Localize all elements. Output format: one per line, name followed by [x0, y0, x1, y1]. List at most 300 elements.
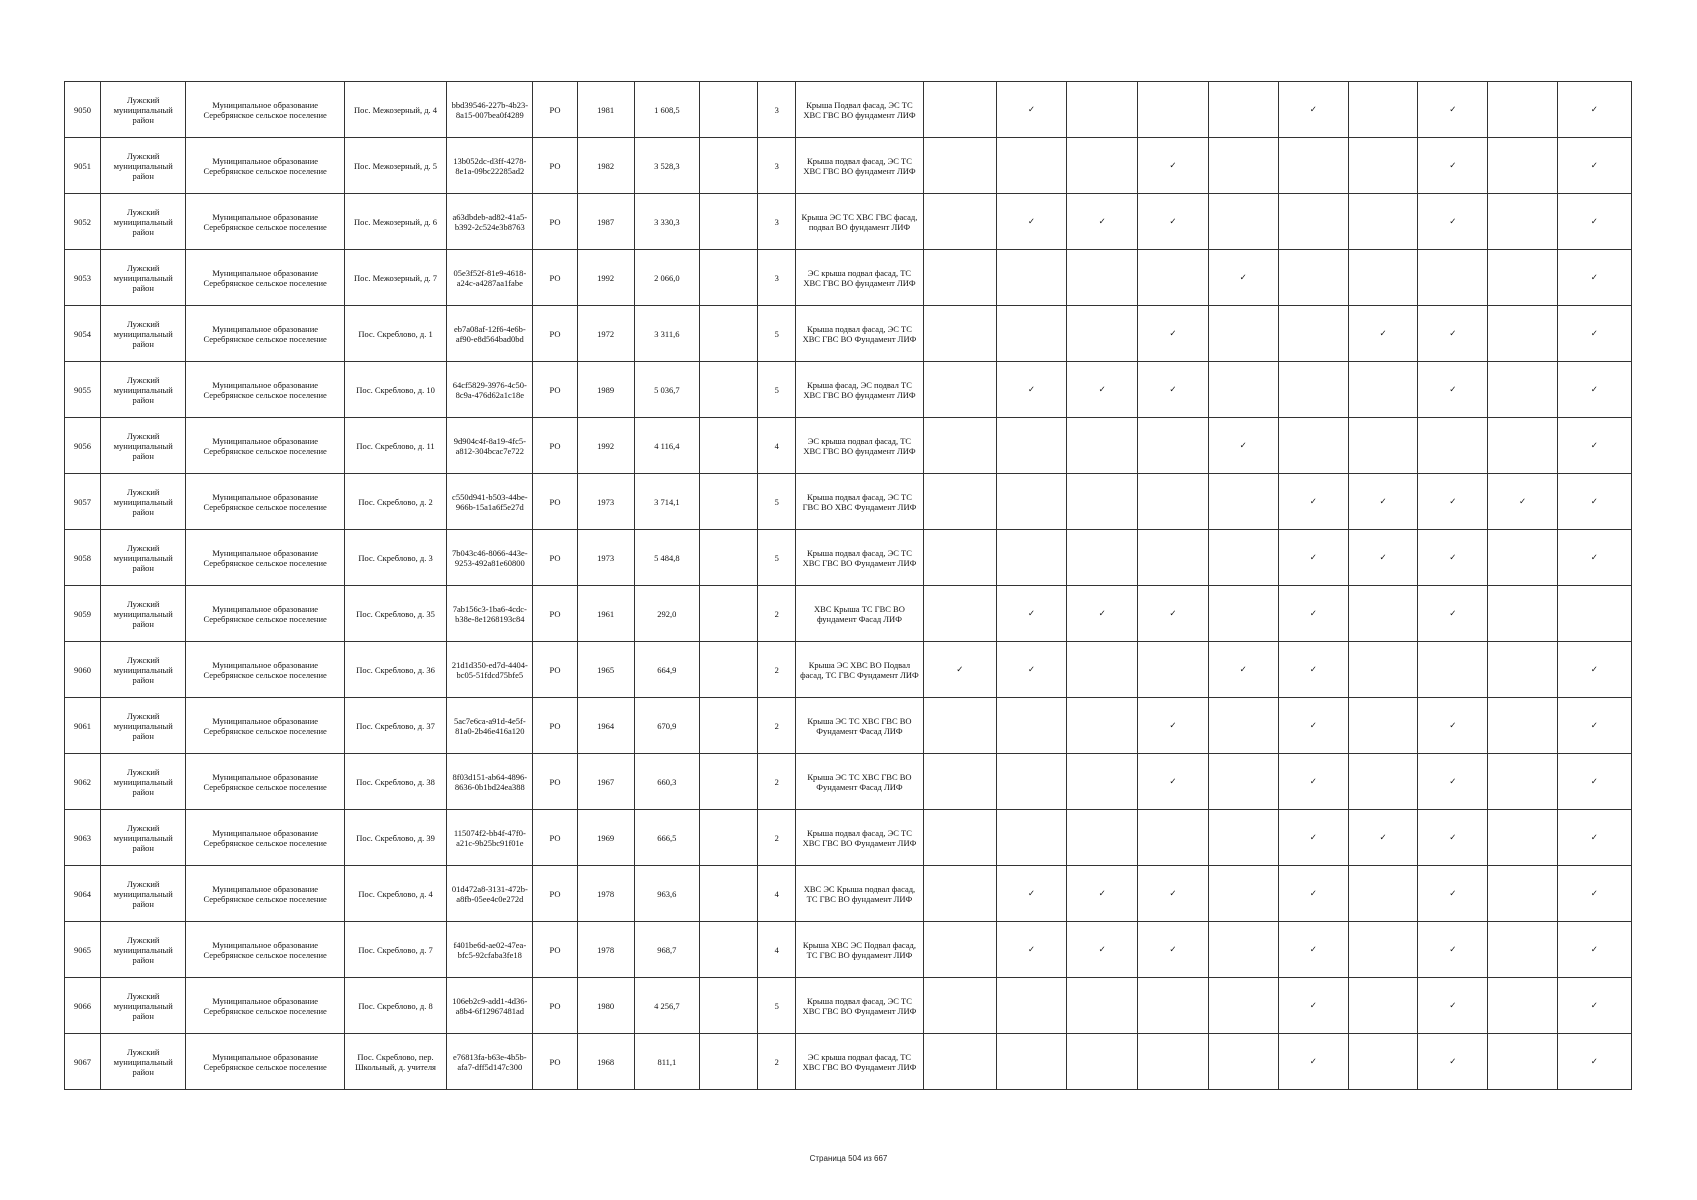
checkmark-icon: ✓	[1590, 496, 1598, 507]
check-cell	[1348, 250, 1417, 306]
table-row	[65, 194, 1632, 250]
check-cell	[1138, 82, 1208, 138]
checkmark-icon: ✓	[1449, 216, 1457, 227]
check-cell	[1208, 978, 1278, 1034]
check-cell	[1138, 754, 1208, 810]
type-cell: РО	[533, 474, 577, 530]
checkmark-icon: ✓	[1309, 552, 1317, 563]
address-cell: Пос. Межозерный, д. 4	[344, 82, 446, 138]
check-cell	[1067, 642, 1138, 698]
check-cell	[1418, 306, 1488, 362]
check-cell	[923, 1034, 996, 1090]
district-cell: Лужский муниципальный район	[101, 642, 186, 698]
checkmark-icon: ✓	[1449, 328, 1457, 339]
check-cell	[1208, 754, 1278, 810]
year-cell: 1961	[577, 586, 634, 642]
check-cell	[923, 866, 996, 922]
check-cell	[1557, 250, 1631, 306]
check-cell	[996, 138, 1066, 194]
check-cell	[1138, 306, 1208, 362]
municipality-cell: Муниципальное образование Серебрянское сельское поселение	[186, 922, 345, 978]
check-cell	[996, 866, 1066, 922]
check-cell	[1138, 474, 1208, 530]
district-cell: Лужский муниципальный район	[101, 978, 186, 1034]
check-cell	[1348, 82, 1417, 138]
check-cell	[1208, 418, 1278, 474]
empty-cell	[699, 138, 757, 194]
checkmark-icon: ✓	[1590, 1000, 1598, 1011]
empty-cell	[699, 810, 757, 866]
check-cell	[1208, 698, 1278, 754]
checkmark-icon: ✓	[1449, 552, 1457, 563]
check-cell	[1208, 922, 1278, 978]
municipality-cell: Муниципальное образование Серебрянское сельское поселение	[186, 474, 345, 530]
check-cell	[996, 250, 1066, 306]
municipality-cell: Муниципальное образование Серебрянское сельское поселение	[186, 82, 345, 138]
floors-cell: 2	[758, 754, 796, 810]
check-cell	[1557, 978, 1631, 1034]
floors-cell: 5	[758, 530, 796, 586]
checkmark-icon: ✓	[1590, 440, 1598, 451]
municipality-cell: Муниципальное образование Серебрянское сельское поселение	[186, 978, 345, 1034]
guid-cell: 7b043c46-8066-443e-9253-492a81e60800	[447, 530, 533, 586]
table-row	[65, 810, 1632, 866]
year-cell: 1965	[577, 642, 634, 698]
area-cell: 5 036,7	[634, 362, 699, 418]
type-cell: РО	[533, 866, 577, 922]
checkmark-icon: ✓	[1309, 776, 1317, 787]
municipality-cell: Муниципальное образование Серебрянское сельское поселение	[186, 362, 345, 418]
check-cell	[1067, 82, 1138, 138]
area-cell: 660,3	[634, 754, 699, 810]
district-cell: Лужский муниципальный район	[101, 922, 186, 978]
check-cell	[923, 642, 996, 698]
check-cell	[1278, 474, 1348, 530]
check-cell	[1067, 922, 1138, 978]
checkmark-icon: ✓	[1027, 944, 1036, 955]
works-list-cell: Крыша подвал фасад, ЭС ТС ХВС ГВС ВО Фундамент ЛИФ	[796, 978, 923, 1034]
row-number-cell: 9059	[65, 586, 101, 642]
guid-cell: 7ab156c3-1ba6-4cdc-b38e-8e1268193c84	[447, 586, 533, 642]
check-cell	[1348, 754, 1417, 810]
guid-cell: 9d904c4f-8a19-4fc5-a812-304bcac7e722	[447, 418, 533, 474]
check-cell	[1348, 362, 1417, 418]
area-cell: 4 116,4	[634, 418, 699, 474]
check-cell	[1557, 754, 1631, 810]
check-cell	[996, 418, 1066, 474]
check-cell	[1348, 1034, 1417, 1090]
district-cell: Лужский муниципальный район	[101, 866, 186, 922]
district-cell: Лужский муниципальный район	[101, 194, 186, 250]
checkmark-icon: ✓	[1449, 888, 1457, 899]
area-cell: 1 608,5	[634, 82, 699, 138]
check-cell	[1488, 642, 1557, 698]
check-cell	[1418, 922, 1488, 978]
check-cell	[1348, 474, 1417, 530]
table-row	[65, 754, 1632, 810]
check-cell	[923, 362, 996, 418]
checkmark-icon: ✓	[1449, 720, 1457, 731]
floors-cell: 4	[758, 866, 796, 922]
type-cell: РО	[533, 922, 577, 978]
type-cell: РО	[533, 810, 577, 866]
year-cell: 1973	[577, 530, 634, 586]
check-cell	[1557, 642, 1631, 698]
check-cell	[1278, 306, 1348, 362]
area-cell: 963,6	[634, 866, 699, 922]
checkmark-icon: ✓	[1590, 720, 1598, 731]
checkmark-icon: ✓	[1518, 496, 1527, 507]
check-cell	[1557, 866, 1631, 922]
district-cell: Лужский муниципальный район	[101, 1034, 186, 1090]
empty-cell	[699, 978, 757, 1034]
check-cell	[1557, 362, 1631, 418]
checkmark-icon: ✓	[1379, 552, 1387, 563]
type-cell: РО	[533, 642, 577, 698]
table-row	[65, 530, 1632, 586]
row-number-cell: 9055	[65, 362, 101, 418]
row-number-cell: 9050	[65, 82, 101, 138]
table-row	[65, 978, 1632, 1034]
floors-cell: 3	[758, 194, 796, 250]
address-cell: Пос. Скреблово, д. 38	[344, 754, 446, 810]
check-cell	[923, 922, 996, 978]
floors-cell: 3	[758, 82, 796, 138]
check-cell	[1278, 194, 1348, 250]
works-list-cell: Крыша Подвал фасад, ЭС ТС ХВС ГВС ВО фундамент ЛИФ	[796, 82, 923, 138]
check-cell	[996, 82, 1066, 138]
check-cell	[1067, 754, 1138, 810]
checkmark-icon: ✓	[1027, 608, 1036, 619]
check-cell	[996, 306, 1066, 362]
empty-cell	[699, 922, 757, 978]
checkmark-icon: ✓	[1590, 216, 1598, 227]
checkmark-icon: ✓	[1169, 720, 1177, 731]
check-cell	[1348, 586, 1417, 642]
floors-cell: 3	[758, 250, 796, 306]
year-cell: 1973	[577, 474, 634, 530]
checkmark-icon: ✓	[1309, 608, 1317, 619]
table-row	[65, 418, 1632, 474]
floors-cell: 2	[758, 586, 796, 642]
check-cell	[923, 810, 996, 866]
table-row	[65, 922, 1632, 978]
checkmark-icon: ✓	[1027, 888, 1036, 899]
check-cell	[996, 698, 1066, 754]
check-cell	[923, 474, 996, 530]
check-cell	[1278, 82, 1348, 138]
checkmark-icon: ✓	[1239, 272, 1247, 283]
table-row	[65, 586, 1632, 642]
year-cell: 1982	[577, 138, 634, 194]
checkmark-icon: ✓	[1027, 216, 1036, 227]
check-cell	[1067, 1034, 1138, 1090]
check-cell	[1067, 810, 1138, 866]
type-cell: РО	[533, 362, 577, 418]
address-cell: Пос. Скреблово, д. 37	[344, 698, 446, 754]
checkmark-icon: ✓	[1449, 384, 1457, 395]
address-cell: Пос. Скреблово, пер. Школьный, д. учителя	[344, 1034, 446, 1090]
table-row	[65, 82, 1632, 138]
guid-cell: c550d941-b503-44be-966b-15a1a6f5e27d	[447, 474, 533, 530]
checkmark-icon: ✓	[1590, 160, 1598, 171]
checkmark-icon: ✓	[1169, 776, 1177, 787]
check-cell	[1488, 698, 1557, 754]
municipality-cell: Муниципальное образование Серебрянское сельское поселение	[186, 586, 345, 642]
check-cell	[1138, 810, 1208, 866]
checkmark-icon: ✓	[1309, 1000, 1317, 1011]
empty-cell	[699, 642, 757, 698]
empty-cell	[699, 306, 757, 362]
check-cell	[1278, 250, 1348, 306]
address-cell: Пос. Скреблово, д. 10	[344, 362, 446, 418]
row-number-cell: 9065	[65, 922, 101, 978]
works-list-cell: Крыша ЭС ТС ХВС ГВС ВО Фундамент Фасад ЛИФ	[796, 698, 923, 754]
works-list-cell: Крыша подвал фасад, ЭС ТС ХВС ГВС ВО Фундамент ЛИФ	[796, 810, 923, 866]
check-cell	[1138, 194, 1208, 250]
check-cell	[1418, 1034, 1488, 1090]
address-cell: Пос. Скреблово, д. 35	[344, 586, 446, 642]
guid-cell: 21d1d350-ed7d-4404-bc05-51fdcd75bfe5	[447, 642, 533, 698]
checkmark-icon: ✓	[1590, 272, 1598, 283]
area-cell: 3 330,3	[634, 194, 699, 250]
checkmark-icon: ✓	[1098, 888, 1106, 899]
year-cell: 1980	[577, 978, 634, 1034]
checkmark-icon: ✓	[1309, 496, 1317, 507]
check-cell	[1557, 474, 1631, 530]
works-list-cell: Крыша подвал фасад, ЭС ТС ХВС ГВС ВО Фундамент ЛИФ	[796, 530, 923, 586]
check-cell	[1278, 698, 1348, 754]
year-cell: 1967	[577, 754, 634, 810]
empty-cell	[699, 1034, 757, 1090]
check-cell	[1488, 138, 1557, 194]
checkmark-icon: ✓	[1027, 664, 1036, 675]
district-cell: Лужский муниципальный район	[101, 362, 186, 418]
check-cell	[1067, 698, 1138, 754]
check-cell	[1488, 530, 1557, 586]
check-cell	[1208, 810, 1278, 866]
checkmark-icon: ✓	[1098, 608, 1106, 619]
year-cell: 1981	[577, 82, 634, 138]
checkmark-icon: ✓	[1309, 1056, 1317, 1067]
row-number-cell: 9054	[65, 306, 101, 362]
district-cell: Лужский муниципальный район	[101, 306, 186, 362]
check-cell	[1418, 754, 1488, 810]
guid-cell: 13b052dc-d3ff-4278-8e1a-09bc22285ad2	[447, 138, 533, 194]
address-cell: Пос. Скреблово, д. 8	[344, 978, 446, 1034]
municipality-cell: Муниципальное образование Серебрянское сельское поселение	[186, 754, 345, 810]
checkmark-icon: ✓	[1027, 384, 1036, 395]
check-cell	[996, 1034, 1066, 1090]
type-cell: РО	[533, 306, 577, 362]
floors-cell: 2	[758, 642, 796, 698]
check-cell	[923, 306, 996, 362]
works-list-cell: Крыша фасад, ЭС подвал ТС ХВС ГВС ВО фундамент ЛИФ	[796, 362, 923, 418]
check-cell	[1557, 586, 1631, 642]
checkmark-icon: ✓	[1590, 832, 1598, 843]
check-cell	[1348, 922, 1417, 978]
guid-cell: 5ac7e6ca-a91d-4e5f-81a0-2b46e416a120	[447, 698, 533, 754]
check-cell	[923, 250, 996, 306]
check-cell	[1208, 642, 1278, 698]
check-cell	[1208, 250, 1278, 306]
row-number-cell: 9060	[65, 642, 101, 698]
year-cell: 1978	[577, 866, 634, 922]
area-cell: 664,9	[634, 642, 699, 698]
check-cell	[1557, 810, 1631, 866]
check-cell	[1418, 138, 1488, 194]
empty-cell	[699, 474, 757, 530]
floors-cell: 2	[758, 698, 796, 754]
check-cell	[1138, 922, 1208, 978]
check-cell	[1067, 194, 1138, 250]
check-cell	[996, 642, 1066, 698]
type-cell: РО	[533, 82, 577, 138]
check-cell	[1348, 698, 1417, 754]
checkmark-icon: ✓	[1590, 552, 1598, 563]
type-cell: РО	[533, 530, 577, 586]
check-cell	[923, 82, 996, 138]
table-row	[65, 250, 1632, 306]
row-number-cell: 9051	[65, 138, 101, 194]
type-cell: РО	[533, 586, 577, 642]
check-cell	[996, 978, 1066, 1034]
checkmark-icon: ✓	[1239, 664, 1247, 675]
guid-cell: 115074f2-bb4f-47f0-a21c-9b25bc91f01e	[447, 810, 533, 866]
area-cell: 5 484,8	[634, 530, 699, 586]
row-number-cell: 9053	[65, 250, 101, 306]
checkmark-icon: ✓	[1449, 496, 1457, 507]
district-cell: Лужский муниципальный район	[101, 250, 186, 306]
checkmark-icon: ✓	[1309, 944, 1317, 955]
type-cell: РО	[533, 194, 577, 250]
check-cell	[1418, 810, 1488, 866]
check-cell	[1208, 362, 1278, 418]
check-cell	[1418, 530, 1488, 586]
type-cell: РО	[533, 698, 577, 754]
floors-cell: 4	[758, 418, 796, 474]
empty-cell	[699, 362, 757, 418]
check-cell	[1348, 866, 1417, 922]
check-cell	[1557, 82, 1631, 138]
checkmark-icon: ✓	[1098, 944, 1106, 955]
floors-cell: 2	[758, 1034, 796, 1090]
check-cell	[1488, 922, 1557, 978]
table-row	[65, 474, 1632, 530]
works-list-cell: Крыша ЭС ХВС ВО Подвал фасад, ТС ГВС Фундамент ЛИФ	[796, 642, 923, 698]
checkmark-icon: ✓	[1590, 664, 1598, 675]
year-cell: 1992	[577, 250, 634, 306]
check-cell	[1488, 362, 1557, 418]
row-number-cell: 9056	[65, 418, 101, 474]
check-cell	[1348, 194, 1417, 250]
district-cell: Лужский муниципальный район	[101, 82, 186, 138]
check-cell	[1488, 978, 1557, 1034]
check-cell	[1418, 194, 1488, 250]
row-number-cell: 9063	[65, 810, 101, 866]
check-cell	[996, 810, 1066, 866]
guid-cell: 8f03d151-ab64-4896-8636-0b1bd24ea388	[447, 754, 533, 810]
works-list-cell: Крыша подвал фасад, ЭС ТС ХВС ГВС ВО фундамент ЛИФ	[796, 138, 923, 194]
year-cell: 1968	[577, 1034, 634, 1090]
municipality-cell: Муниципальное образование Серебрянское сельское поселение	[186, 418, 345, 474]
district-cell: Лужский муниципальный район	[101, 810, 186, 866]
check-cell	[923, 978, 996, 1034]
district-cell: Лужский муниципальный район	[101, 530, 186, 586]
type-cell: РО	[533, 418, 577, 474]
table-row	[65, 306, 1632, 362]
check-cell	[1557, 194, 1631, 250]
check-cell	[1278, 138, 1348, 194]
guid-cell: 01d472a8-3131-472b-a8fb-05ee4c0e272d	[447, 866, 533, 922]
row-number-cell: 9061	[65, 698, 101, 754]
address-cell: Пос. Скреблово, д. 3	[344, 530, 446, 586]
year-cell: 1964	[577, 698, 634, 754]
checkmark-icon: ✓	[1449, 1056, 1457, 1067]
check-cell	[1278, 754, 1348, 810]
floors-cell: 5	[758, 978, 796, 1034]
area-cell: 968,7	[634, 922, 699, 978]
empty-cell	[699, 82, 757, 138]
row-number-cell: 9062	[65, 754, 101, 810]
guid-cell: e76813fa-b63e-4b5b-afa7-dff5d147c300	[447, 1034, 533, 1090]
check-cell	[1418, 866, 1488, 922]
year-cell: 1978	[577, 922, 634, 978]
works-list-cell: Крыша ХВС ЭС Подвал фасад, ТС ГВС ВО фундамент ЛИФ	[796, 922, 923, 978]
check-cell	[1557, 922, 1631, 978]
area-cell: 811,1	[634, 1034, 699, 1090]
municipality-cell: Муниципальное образование Серебрянское сельское поселение	[186, 1034, 345, 1090]
address-cell: Пос. Скреблово, д. 36	[344, 642, 446, 698]
checkmark-icon: ✓	[1449, 832, 1457, 843]
checkmark-icon: ✓	[1590, 776, 1598, 787]
checkmark-icon: ✓	[1449, 160, 1457, 171]
checkmark-icon: ✓	[1309, 832, 1317, 843]
checkmark-icon: ✓	[1379, 496, 1387, 507]
municipality-cell: Муниципальное образование Серебрянское сельское поселение	[186, 306, 345, 362]
empty-cell	[699, 586, 757, 642]
floors-cell: 2	[758, 810, 796, 866]
check-cell	[1278, 586, 1348, 642]
works-list-cell: Крыша ЭС ТС ХВС ГВС фасад, подвал ВО фундамент ЛИФ	[796, 194, 923, 250]
check-cell	[1138, 530, 1208, 586]
guid-cell: eb7a08af-12f6-4e6b-af90-e8d564bad0bd	[447, 306, 533, 362]
check-cell	[1278, 922, 1348, 978]
check-cell	[923, 418, 996, 474]
area-cell: 4 256,7	[634, 978, 699, 1034]
address-cell: Пос. Межозерный, д. 5	[344, 138, 446, 194]
check-cell	[1067, 530, 1138, 586]
guid-cell: bbd39546-227b-4b23-8a15-007bea0f4289	[447, 82, 533, 138]
address-cell: Пос. Скреблово, д. 1	[344, 306, 446, 362]
checkmark-icon: ✓	[1239, 440, 1247, 451]
check-cell	[1138, 138, 1208, 194]
guid-cell: 05e3f52f-81e9-4618-a24c-a4287aa1fabe	[447, 250, 533, 306]
checkmark-icon: ✓	[1169, 888, 1177, 899]
floors-cell: 5	[758, 362, 796, 418]
type-cell: РО	[533, 138, 577, 194]
check-cell	[1348, 418, 1417, 474]
checkmark-icon: ✓	[956, 664, 964, 675]
checkmark-icon: ✓	[1309, 104, 1317, 115]
check-cell	[996, 194, 1066, 250]
district-cell: Лужский муниципальный район	[101, 138, 186, 194]
guid-cell: 64cf5829-3976-4c50-8c9a-476d62a1c18e	[447, 362, 533, 418]
check-cell	[1278, 978, 1348, 1034]
check-cell	[1138, 586, 1208, 642]
check-cell	[1348, 138, 1417, 194]
check-cell	[1557, 698, 1631, 754]
